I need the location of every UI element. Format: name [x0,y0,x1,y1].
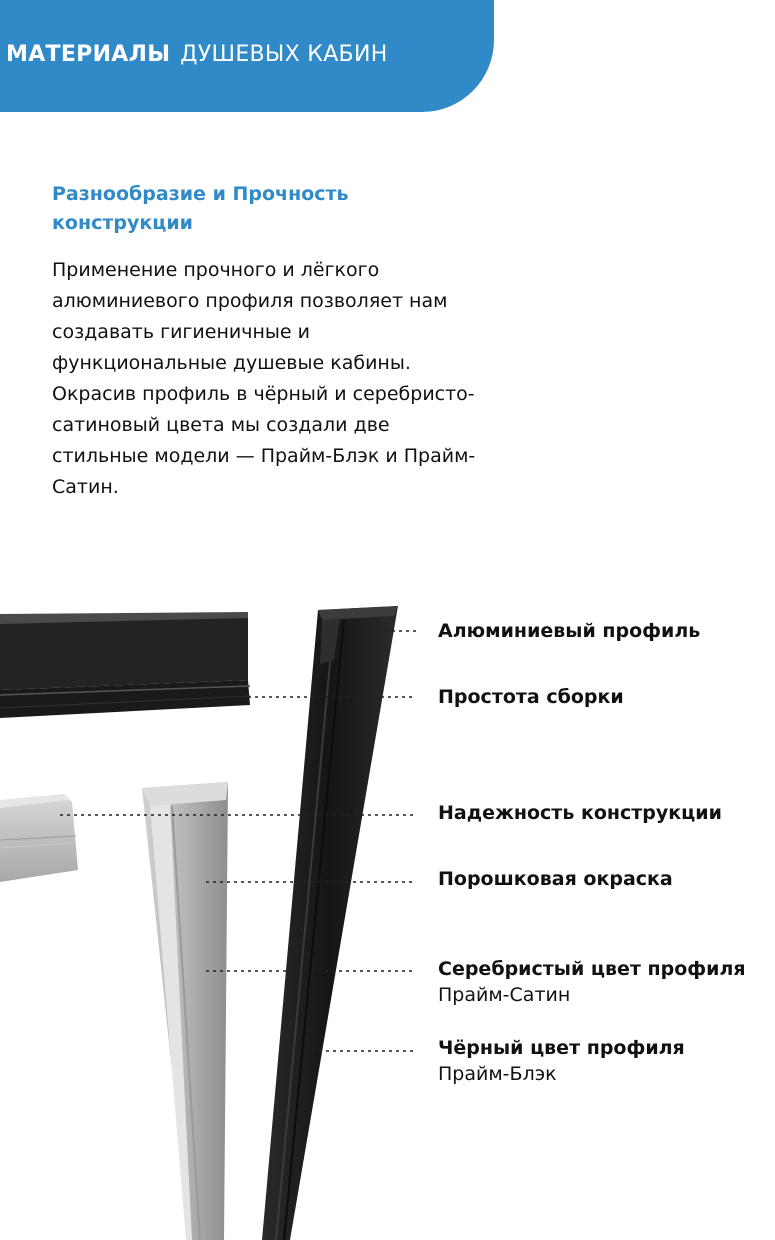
section-body: Применение прочного и лёгкого алюминиевого профиля позволяет нам создавать гигиеничные и функциональные душевые кабины. Окрасив профиль в чёрный и серебристо-сатиновый цвета мы создали две стильные модели — Прайм-Блэк и Прайм-Сатин. [52,259,476,498]
label-aluminium-profile [438,620,700,642]
silver-small-profile [0,794,78,882]
label-title: Простота сборки [438,686,624,708]
label-silver-color [438,958,746,1006]
label-easy-assembly [438,686,624,708]
label-title: Порошковая окраска [438,868,673,890]
label-powder-coating [438,868,673,890]
label-title: Чёрный цвет профиля [438,1037,685,1059]
black-vertical-profile [262,606,398,1240]
silver-vertical-profile [142,782,228,1240]
label-title: Надежность конструкции [438,802,722,824]
black-horizontal-profile [0,612,250,718]
profile-illustration [0,560,775,1240]
page-title-light: ДУШЕВЫХ КАБИН [180,42,388,67]
label-title: Серебристый цвет профиля [438,958,746,980]
label-subtitle: Прайм-Блэк [438,1063,557,1085]
label-subtitle: Прайм-Сатин [438,984,571,1006]
label-reliability [438,802,722,824]
page-title-bold: МАТЕРИАЛЫ [6,42,171,67]
section-heading: Разнообразие и Прочность конструкции [52,183,349,234]
label-black-color [438,1037,685,1085]
label-title: Алюминиевый профиль [438,620,701,642]
page-title [6,42,388,67]
